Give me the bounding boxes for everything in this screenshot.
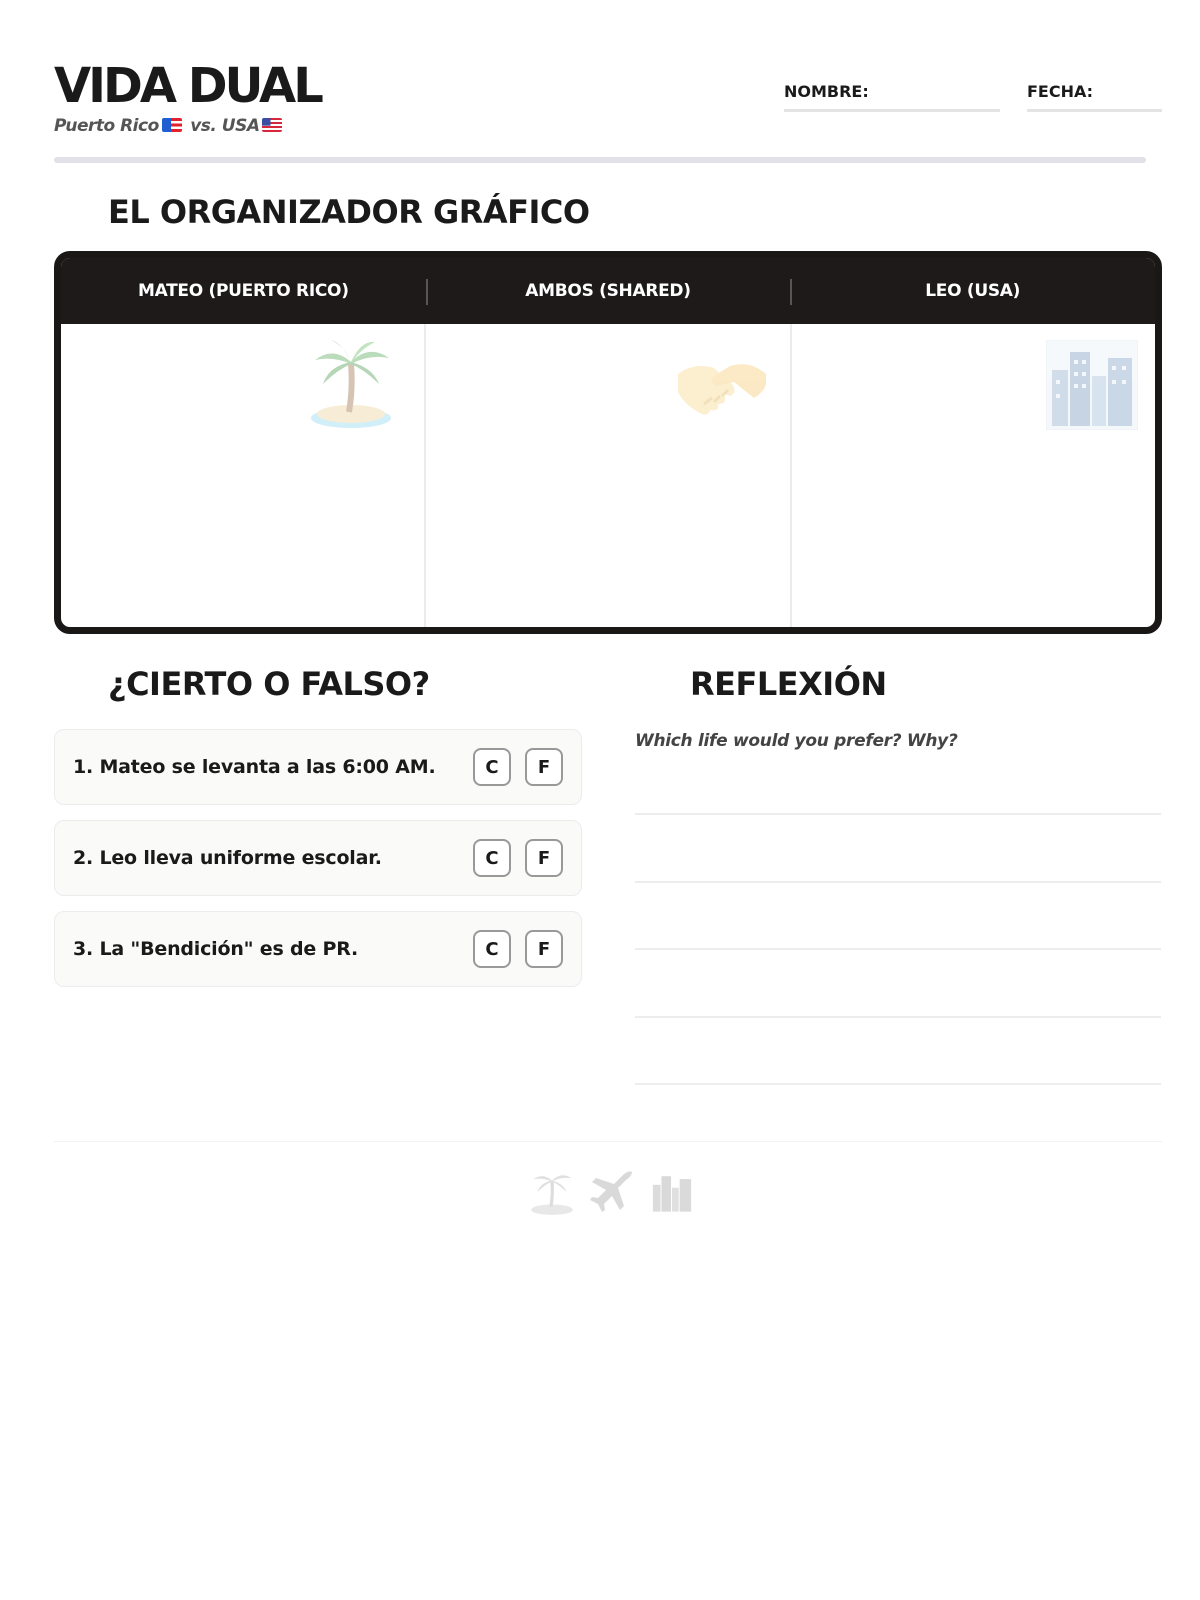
- palm-tree-island-icon: [530, 1168, 574, 1216]
- footer-icons: [530, 1168, 694, 1216]
- writing-line[interactable]: [635, 1083, 1161, 1085]
- header-divider: [54, 157, 1146, 163]
- handshake-icon: [674, 354, 770, 420]
- date-label: FECHA:: [1027, 82, 1094, 101]
- organizer-body: [61, 324, 1155, 627]
- false-button[interactable]: F: [525, 839, 563, 877]
- name-field[interactable]: [784, 82, 1000, 112]
- true-false-item: [54, 729, 582, 805]
- organizer-header-row: [61, 258, 1155, 324]
- writing-line[interactable]: [635, 948, 1161, 950]
- true-false-title: ¿CIERTO O FALSO?: [108, 665, 430, 703]
- city-skyline-icon: [650, 1168, 694, 1216]
- column-header-leo: LEO (USA): [790, 281, 1155, 301]
- true-button[interactable]: C: [473, 839, 511, 877]
- true-false-statement: 2. Leo lleva uniforme escolar.: [73, 847, 382, 869]
- column-header-mateo: MATEO (PUERTO RICO): [137, 281, 349, 301]
- true-false-statement: 1. Mateo se levanta a las 6:00 AM.: [73, 756, 436, 778]
- airplane-icon: [588, 1168, 636, 1216]
- city-skyline-icon: [1046, 340, 1138, 430]
- reflection-prompt: Which life would you prefer? Why?: [635, 731, 958, 751]
- column-cell-leo[interactable]: [790, 324, 1155, 627]
- writing-line[interactable]: [635, 813, 1161, 815]
- true-false-statement: 3. La "Bendición" es de PR.: [73, 938, 359, 960]
- subtitle-usa: vs. USA: [190, 116, 260, 136]
- graphic-organizer-table: [54, 251, 1162, 634]
- column-cell-ambos[interactable]: [424, 324, 789, 627]
- usa-flag-icon: [262, 118, 282, 132]
- writing-line[interactable]: [635, 1016, 1161, 1018]
- writing-line[interactable]: [635, 881, 1161, 883]
- footer-divider: [54, 1141, 1162, 1142]
- column-cell-mateo[interactable]: [61, 324, 424, 627]
- palm-tree-island-icon: [309, 338, 393, 430]
- subtitle-puerto-rico: Puerto Rico: [54, 116, 159, 136]
- false-button[interactable]: F: [525, 930, 563, 968]
- worksheet-title: VIDA DUAL: [54, 58, 321, 114]
- worksheet-header: [54, 58, 1146, 166]
- date-field[interactable]: [1027, 82, 1162, 112]
- column-header-ambos: AMBOS (SHARED): [426, 281, 791, 301]
- true-false-item: [54, 911, 582, 987]
- true-button[interactable]: C: [473, 930, 511, 968]
- true-false-item: [54, 820, 582, 896]
- organizer-title: EL ORGANIZADOR GRÁFICO: [108, 193, 590, 231]
- true-button[interactable]: C: [473, 748, 511, 786]
- reflection-title: REFLEXIÓN: [690, 665, 887, 703]
- false-button[interactable]: F: [525, 748, 563, 786]
- puerto-rico-flag-icon: [162, 118, 182, 132]
- name-label: NOMBRE:: [784, 82, 869, 101]
- worksheet-subtitle: [54, 116, 1146, 136]
